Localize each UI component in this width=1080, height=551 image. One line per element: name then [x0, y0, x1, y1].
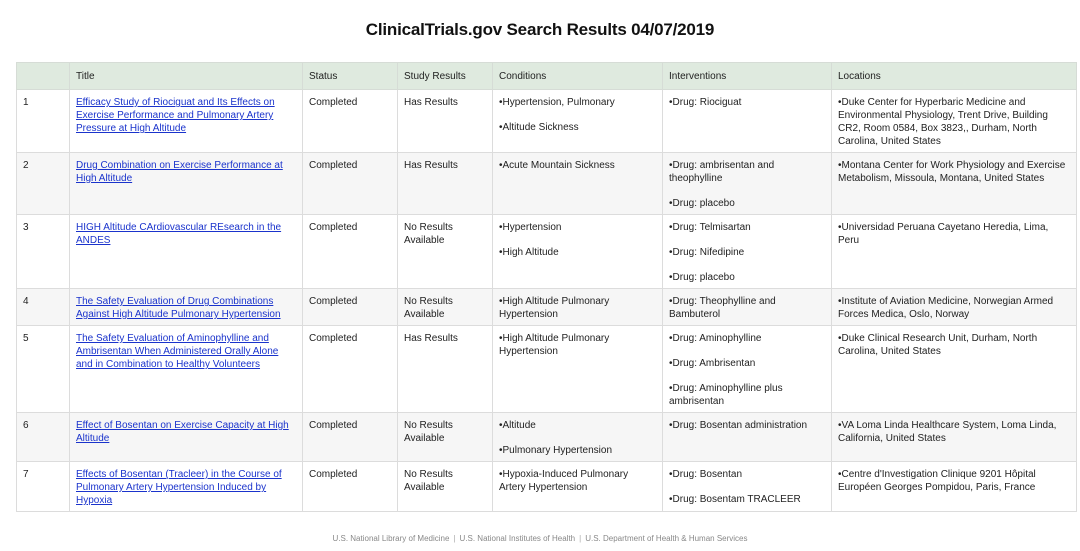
study-results-cell: No Results Available: [398, 462, 493, 512]
locations-cell: [832, 153, 1077, 215]
row-number: 7: [17, 462, 70, 512]
table-row: [17, 326, 1077, 413]
study-title-link[interactable]: The Safety Evaluation of Drug Combinations Against High Altitude Pulmonary Hypertension: [76, 296, 281, 320]
bullet-icon: •: [499, 97, 503, 108]
bullet-icon: •: [499, 420, 503, 431]
intervention-item-text: Drug: Riociguat: [672, 97, 742, 108]
intervention-item-text: Drug: ambrisentan and theophylline: [669, 160, 775, 184]
intervention-item: [669, 332, 825, 345]
study-results-cell: No Results Available: [398, 289, 493, 326]
intervention-item: [669, 419, 825, 432]
bullet-icon: •: [669, 272, 673, 283]
intervention-item: [669, 357, 825, 370]
table-row: [17, 413, 1077, 462]
condition-item: [499, 419, 656, 432]
intervention-item: [669, 382, 825, 408]
bullet-icon: •: [838, 333, 842, 344]
condition-item-text: Pulmonary Hypertension: [502, 445, 613, 456]
location-item-text: Centre d'Investigation Clinique 9201 Hôpital Européen Georges Pompidou, Paris, France: [838, 469, 1036, 493]
table-row: [17, 289, 1077, 326]
footer-separator: |: [453, 534, 456, 543]
status-cell: Completed: [303, 413, 398, 462]
bullet-icon: •: [499, 222, 503, 233]
status-cell: Completed: [303, 326, 398, 413]
location-item-text: VA Loma Linda Healthcare System, Loma Linda, California, United States: [838, 420, 1057, 444]
bullet-icon: •: [838, 420, 842, 431]
title-cell: [70, 462, 303, 512]
location-item-text: Montana Center for Work Physiology and Exercise Metabolism, Missoula, Montana, United States: [838, 160, 1066, 184]
footer-separator: |: [579, 534, 582, 543]
study-results-cell: Has Results: [398, 90, 493, 153]
column-header-conditions: Conditions: [493, 63, 663, 90]
study-results-cell: Has Results: [398, 326, 493, 413]
condition-item: [499, 332, 656, 358]
column-header-title: Title: [70, 63, 303, 90]
condition-item: [499, 295, 656, 321]
intervention-item: [669, 96, 825, 109]
intervention-item-text: Drug: Ambrisentan: [672, 358, 756, 369]
bullet-icon: •: [669, 358, 673, 369]
location-item-text: Institute of Aviation Medicine, Norwegian Armed Forces Medica, Oslo, Norway: [838, 296, 1054, 320]
intervention-item-text: Drug: Bosentan administration: [672, 420, 808, 431]
column-header-interventions: Interventions: [663, 63, 832, 90]
row-number: 2: [17, 153, 70, 215]
intervention-item: [669, 295, 825, 321]
status-cell: Completed: [303, 215, 398, 289]
bullet-icon: •: [499, 160, 503, 171]
intervention-item-text: Drug: Aminophylline plus ambrisentan: [669, 383, 783, 407]
interventions-cell: [663, 462, 832, 512]
intervention-item-text: Drug: Telmisartan: [672, 222, 751, 233]
location-item: [838, 419, 1070, 445]
footer-link-hhs[interactable]: U.S. Department of Health & Human Services: [585, 534, 748, 543]
column-header-number: [17, 63, 70, 90]
footer-link-nlm[interactable]: U.S. National Library of Medicine: [332, 534, 450, 543]
bullet-icon: •: [669, 97, 673, 108]
study-title-link[interactable]: Effects of Bosentan (Tracleer) in the Course of Pulmonary Artery Hypertension Induced by Hypoxia: [76, 469, 282, 506]
location-item-text: Universidad Peruana Cayetano Heredia, Lima, Peru: [838, 222, 1049, 246]
bullet-icon: •: [499, 469, 503, 480]
column-header-status: Status: [303, 63, 398, 90]
condition-item: [499, 96, 656, 109]
condition-item-text: Hypertension, Pulmonary: [502, 97, 615, 108]
bullet-icon: •: [499, 122, 503, 133]
interventions-cell: [663, 326, 832, 413]
row-number: 6: [17, 413, 70, 462]
study-results-cell: No Results Available: [398, 215, 493, 289]
column-header-locations: Locations: [832, 63, 1077, 90]
condition-item-text: High Altitude Pulmonary Hypertension: [499, 333, 610, 357]
intervention-item-text: Drug: Bosentan: [672, 469, 743, 480]
conditions-cell: [493, 289, 663, 326]
title-cell: [70, 90, 303, 153]
bullet-icon: •: [838, 222, 842, 233]
table-row: [17, 90, 1077, 153]
footer: [0, 534, 1080, 543]
intervention-item-text: Drug: placebo: [672, 272, 735, 283]
location-item: [838, 468, 1070, 494]
study-title-link[interactable]: Drug Combination on Exercise Performance at High Altitude: [76, 160, 283, 184]
interventions-cell: [663, 153, 832, 215]
intervention-item: [669, 493, 825, 506]
locations-cell: [832, 90, 1077, 153]
bullet-icon: •: [669, 296, 673, 307]
row-number: 4: [17, 289, 70, 326]
status-cell: Completed: [303, 462, 398, 512]
location-item: [838, 96, 1070, 148]
intervention-item-text: Drug: Aminophylline: [672, 333, 762, 344]
bullet-icon: •: [669, 333, 673, 344]
row-number: 3: [17, 215, 70, 289]
results-table: [16, 62, 1077, 512]
condition-item-text: Altitude: [502, 420, 536, 431]
intervention-item-text: Drug: Nifedipine: [672, 247, 745, 258]
condition-item-text: High Altitude Pulmonary Hypertension: [499, 296, 610, 320]
row-number: 1: [17, 90, 70, 153]
intervention-item: [669, 159, 825, 185]
intervention-item-text: Drug: Theophylline and Bambuterol: [669, 296, 776, 320]
bullet-icon: •: [838, 97, 842, 108]
status-cell: Completed: [303, 289, 398, 326]
conditions-cell: [493, 413, 663, 462]
location-item-text: Duke Center for Hyperbaric Medicine and Environmental Physiology, Trent Drive, Building CR2, Room 0584, Box 3823,, Durham, North Carolina, United States: [838, 97, 1048, 147]
condition-item-text: Acute Mountain Sickness: [502, 160, 615, 171]
header-row: [17, 63, 1077, 90]
bullet-icon: •: [669, 198, 673, 209]
bullet-icon: •: [499, 247, 503, 258]
location-item: [838, 221, 1070, 247]
intervention-item: [669, 271, 825, 284]
row-number: 5: [17, 326, 70, 413]
table-row: [17, 153, 1077, 215]
intervention-item-text: Drug: placebo: [672, 198, 735, 209]
conditions-cell: [493, 462, 663, 512]
title-cell: [70, 413, 303, 462]
intervention-item: [669, 468, 825, 481]
bullet-icon: •: [838, 469, 842, 480]
condition-item-text: High Altitude: [502, 247, 559, 258]
locations-cell: [832, 215, 1077, 289]
table-row: [17, 215, 1077, 289]
location-item: [838, 159, 1070, 185]
intervention-item: [669, 197, 825, 210]
bullet-icon: •: [669, 247, 673, 258]
column-header-study-results: Study Results: [398, 63, 493, 90]
conditions-cell: [493, 326, 663, 413]
study-title-link[interactable]: The Safety Evaluation of Aminophylline and Ambrisentan When Administered Orally Alone and in Combination to Healthy Volunteers: [76, 333, 279, 370]
locations-cell: [832, 289, 1077, 326]
title-cell: [70, 326, 303, 413]
bullet-icon: •: [669, 494, 673, 505]
conditions-cell: [493, 153, 663, 215]
status-cell: Completed: [303, 153, 398, 215]
conditions-cell: [493, 90, 663, 153]
location-item: [838, 295, 1070, 321]
footer-link-nih[interactable]: U.S. National Institutes of Health: [459, 534, 576, 543]
interventions-cell: [663, 289, 832, 326]
bullet-icon: •: [669, 420, 673, 431]
condition-item-text: Altitude Sickness: [502, 122, 579, 133]
study-title-link[interactable]: HIGH Altitude CArdiovascular REsearch in the ANDES: [76, 222, 282, 246]
title-cell: [70, 153, 303, 215]
condition-item: [499, 221, 656, 234]
bullet-icon: •: [499, 296, 503, 307]
study-results-cell: No Results Available: [398, 413, 493, 462]
locations-cell: [832, 326, 1077, 413]
intervention-item-text: Drug: Bosentam TRACLEER: [672, 494, 801, 505]
bullet-icon: •: [669, 469, 673, 480]
title-cell: [70, 215, 303, 289]
intervention-item: [669, 221, 825, 234]
locations-cell: [832, 413, 1077, 462]
bullet-icon: •: [499, 445, 503, 456]
location-item-text: Duke Clinical Research Unit, Durham, North Carolina, United States: [838, 333, 1038, 357]
table-row: [17, 462, 1077, 512]
location-item: [838, 332, 1070, 358]
locations-cell: [832, 462, 1077, 512]
interventions-cell: [663, 413, 832, 462]
study-title-link[interactable]: Efficacy Study of Riociguat and Its Effects on Exercise Performance and Pulmonary Artery Pressure at High Altitude: [76, 97, 275, 134]
condition-item: [499, 121, 656, 134]
study-results-cell: Has Results: [398, 153, 493, 215]
condition-item: [499, 444, 656, 457]
bullet-icon: •: [838, 296, 842, 307]
condition-item-text: Hypoxia-Induced Pulmonary Artery Hypertension: [499, 469, 629, 493]
page-title: ClinicalTrials.gov Search Results 04/07/2019: [365, 20, 715, 39]
conditions-cell: [493, 215, 663, 289]
bullet-icon: •: [669, 160, 673, 171]
bullet-icon: •: [499, 333, 503, 344]
status-cell: Completed: [303, 90, 398, 153]
condition-item-text: Hypertension: [502, 222, 562, 233]
study-title-link[interactable]: Effect of Bosentan on Exercise Capacity at High Altitude: [76, 420, 289, 444]
condition-item: [499, 468, 656, 494]
condition-item: [499, 159, 656, 172]
bullet-icon: •: [838, 160, 842, 171]
condition-item: [499, 246, 656, 259]
interventions-cell: [663, 90, 832, 153]
interventions-cell: [663, 215, 832, 289]
bullet-icon: •: [669, 383, 673, 394]
intervention-item: [669, 246, 825, 259]
results-body: [17, 90, 1077, 512]
bullet-icon: •: [669, 222, 673, 233]
title-cell: [70, 289, 303, 326]
